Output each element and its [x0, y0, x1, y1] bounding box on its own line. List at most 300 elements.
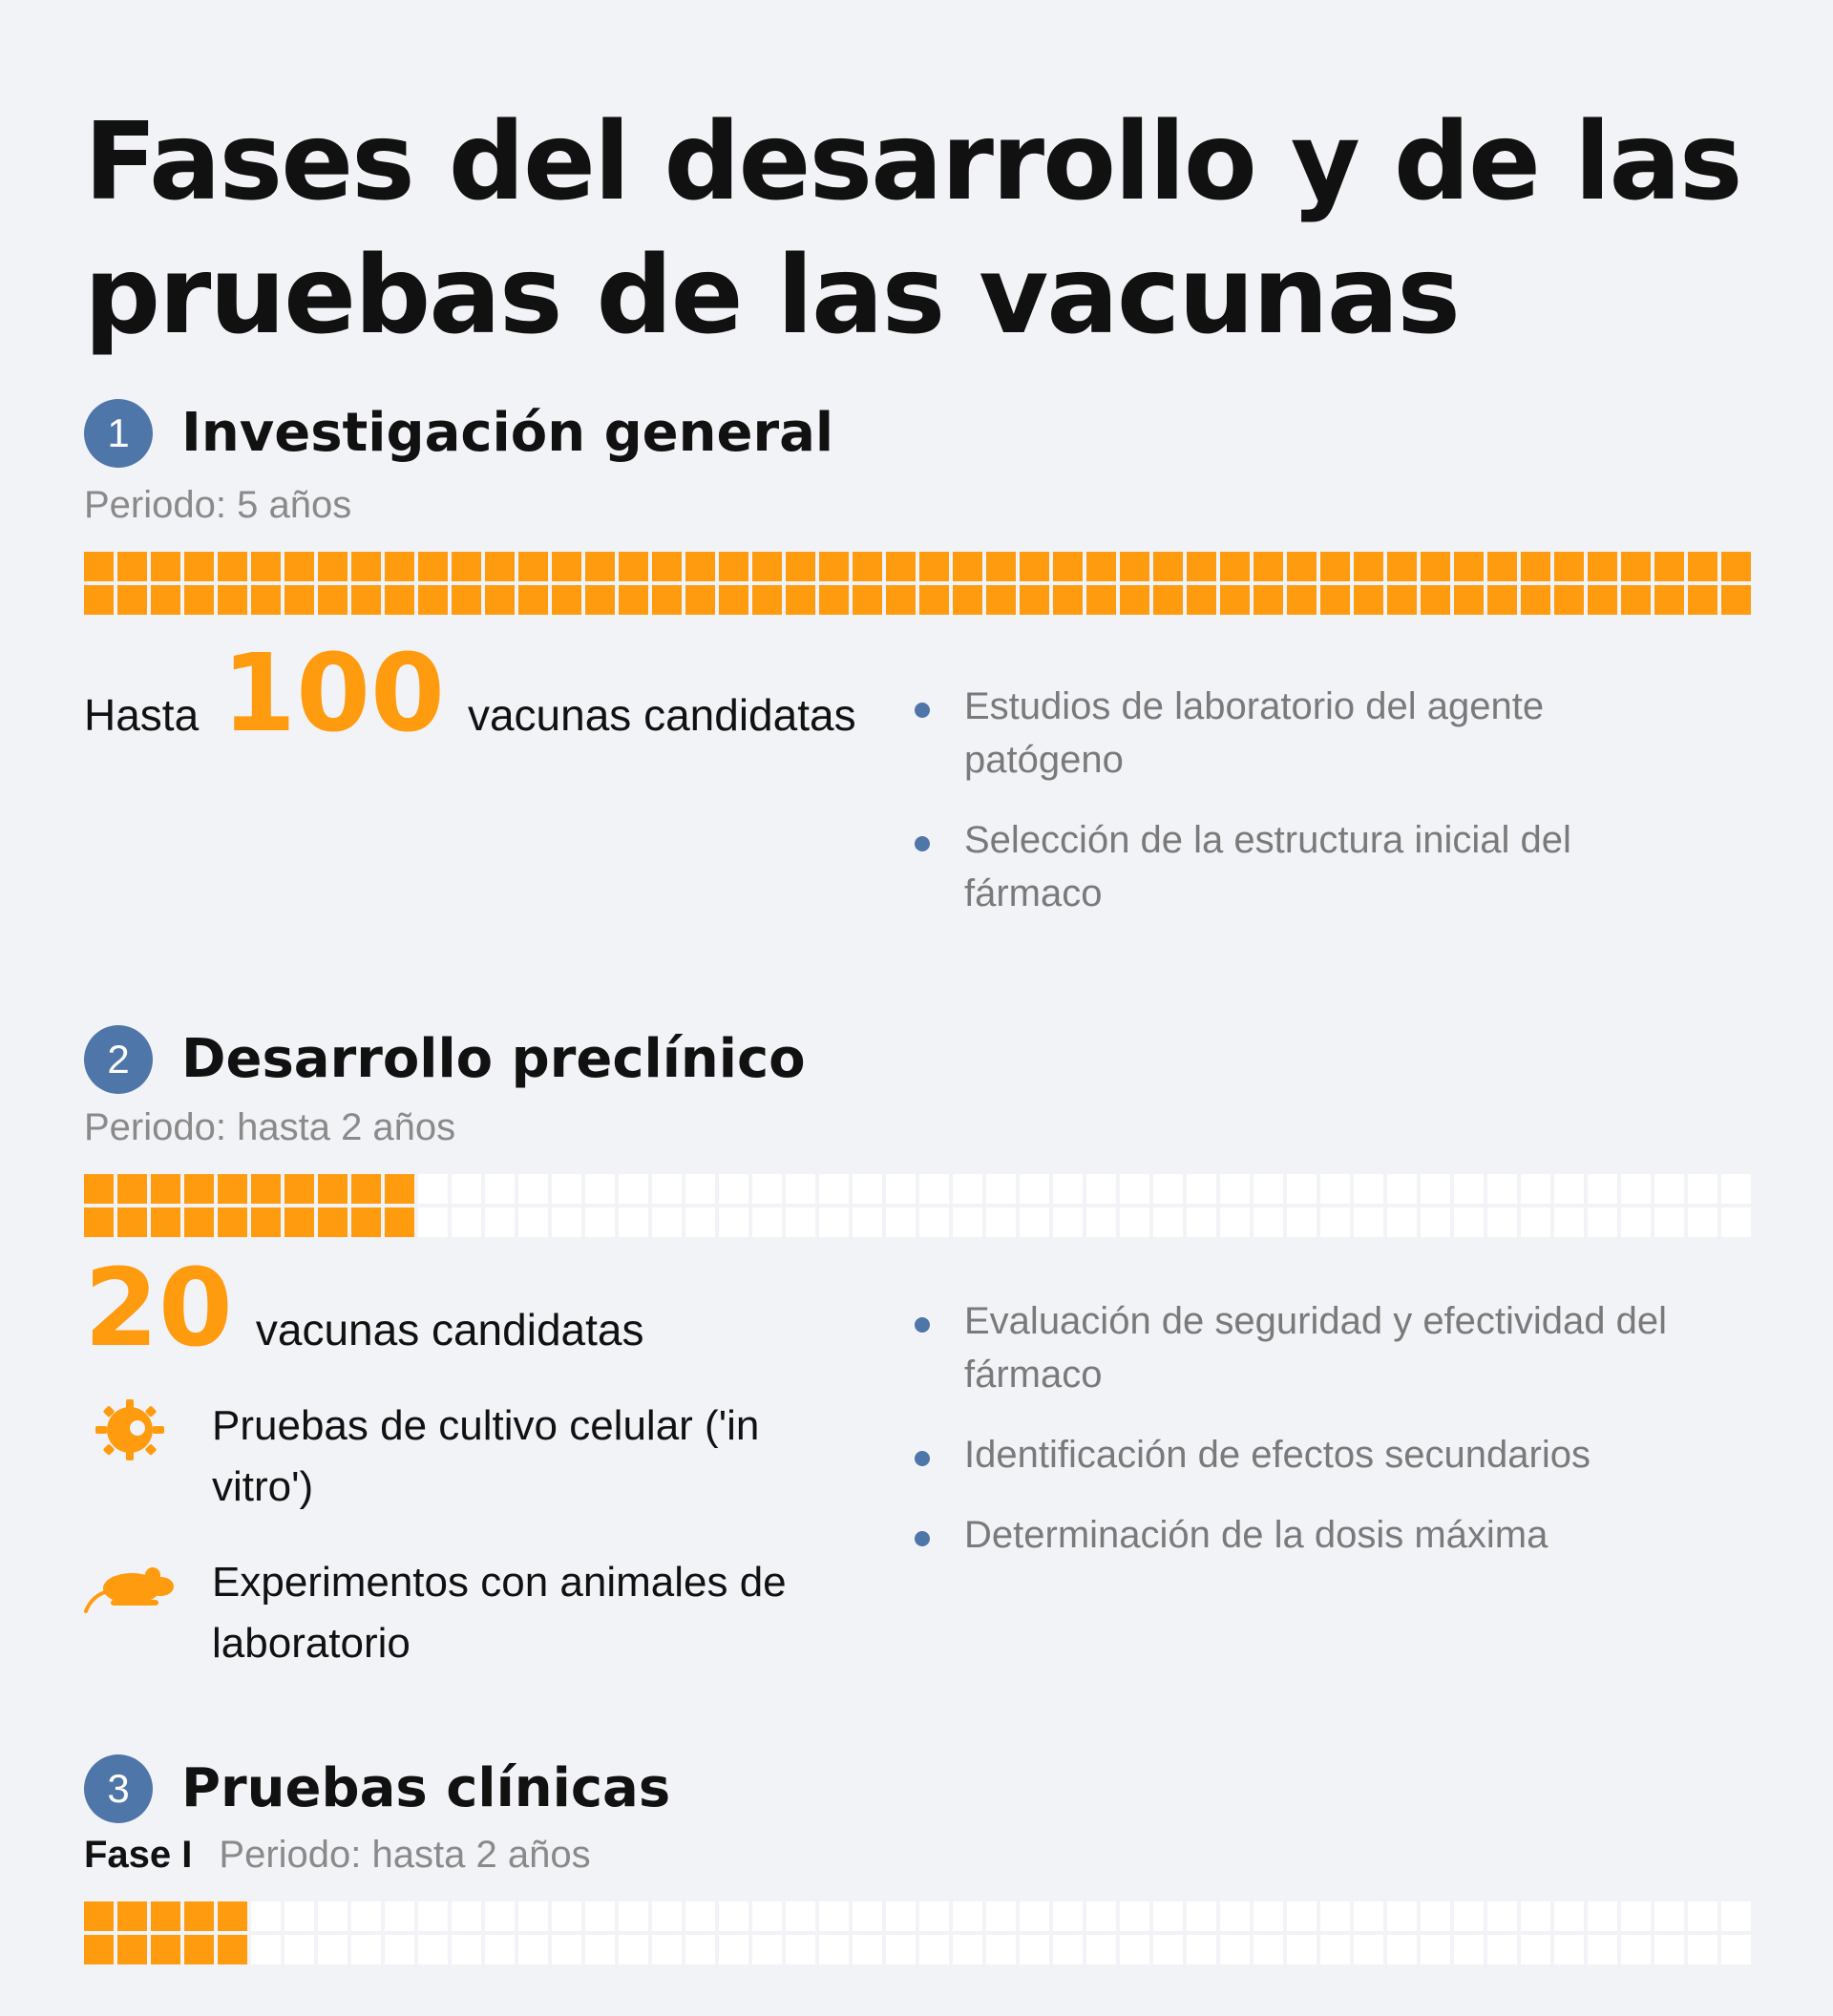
- grid-cell-empty: [1086, 1208, 1116, 1237]
- grid-cell-empty: [1421, 1174, 1450, 1204]
- candidates-grid: [84, 552, 1745, 615]
- grid-cell-empty: [1554, 1208, 1584, 1237]
- grid-cell-empty: [585, 1901, 615, 1931]
- grid-cell-filled: [1387, 552, 1417, 581]
- bullet-dot-icon: [915, 1531, 930, 1546]
- section-period-line: [84, 1829, 1745, 1880]
- grid-cell-filled: [1187, 585, 1216, 615]
- grid-cell-filled: [552, 585, 581, 615]
- grid-cell-empty: [1454, 1208, 1484, 1237]
- count-column: [84, 632, 915, 947]
- test-item-animals: [84, 1552, 915, 1674]
- grid-cell-filled: [84, 1174, 114, 1204]
- grid-cell-filled: [151, 1174, 180, 1204]
- grid-cell-filled: [184, 1208, 214, 1237]
- grid-cell-filled: [351, 552, 381, 581]
- grid-cell-filled: [1187, 552, 1216, 581]
- grid-cell-empty: [853, 1901, 882, 1931]
- grid-cell-filled: [151, 585, 180, 615]
- grid-cell-filled: [1621, 552, 1651, 581]
- grid-cell-empty: [752, 1935, 782, 1964]
- grid-cell-empty: [1588, 1935, 1617, 1964]
- grid-cell-empty: [652, 1935, 682, 1964]
- bullet-text: Selección de la estructura inicial del fármaco: [964, 819, 1571, 914]
- grid-cell-filled: [84, 1901, 114, 1931]
- phase-label: Fase I: [84, 1834, 193, 1876]
- section-period: Periodo: hasta 2 años: [84, 1106, 456, 1148]
- grid-cell-filled: [1086, 585, 1116, 615]
- grid-cell-empty: [1521, 1174, 1550, 1204]
- grid-cell-empty: [1421, 1901, 1450, 1931]
- grid-cell-empty: [452, 1174, 481, 1204]
- grid-cell-empty: [1254, 1935, 1283, 1964]
- grid-cell-empty: [1153, 1935, 1183, 1964]
- grid-cell-empty: [886, 1901, 916, 1931]
- grid-cell-empty: [986, 1208, 1016, 1237]
- grid-cell-empty: [919, 1174, 949, 1204]
- grid-cell-filled: [318, 1208, 348, 1237]
- grid-cell-empty: [318, 1935, 348, 1964]
- grid-cell-filled: [786, 552, 815, 581]
- grid-cell-empty: [1320, 1935, 1350, 1964]
- grid-cell-empty: [485, 1935, 515, 1964]
- grid-cell-empty: [1020, 1935, 1049, 1964]
- candidate-count: [84, 632, 915, 756]
- grid-cell-empty: [1320, 1208, 1350, 1237]
- bullet-list: [915, 680, 1745, 920]
- grid-cell-filled: [719, 552, 748, 581]
- grid-cell-empty: [1287, 1935, 1317, 1964]
- count-number: 100: [221, 632, 445, 756]
- grid-cell-empty: [719, 1901, 748, 1931]
- grid-cell-empty: [452, 1935, 481, 1964]
- grid-cell-filled: [184, 552, 214, 581]
- grid-cell-filled: [1320, 552, 1350, 581]
- grid-cell-filled: [218, 1208, 247, 1237]
- grid-cell-filled: [284, 1208, 314, 1237]
- grid-cell-filled: [1120, 552, 1149, 581]
- grid-cell-filled: [1086, 552, 1116, 581]
- grid-cell-empty: [1220, 1174, 1250, 1204]
- grid-cell-empty: [1187, 1901, 1216, 1931]
- grid-cell-filled: [1254, 552, 1283, 581]
- cell-culture-icon: [84, 1396, 179, 1462]
- grid-cell-filled: [1654, 552, 1684, 581]
- grid-cell-empty: [1654, 1208, 1684, 1237]
- candidate-count: [84, 1247, 915, 1371]
- grid-cell-filled: [1588, 585, 1617, 615]
- grid-cell-filled: [84, 552, 114, 581]
- grid-cell-empty: [1454, 1174, 1484, 1204]
- grid-cell-filled: [117, 1208, 147, 1237]
- grid-cell-filled: [1454, 585, 1484, 615]
- grid-cell-empty: [719, 1935, 748, 1964]
- grid-cell-empty: [752, 1174, 782, 1204]
- grid-cell-empty: [552, 1208, 581, 1237]
- grid-cell-filled: [251, 552, 281, 581]
- grid-cell-empty: [1654, 1901, 1684, 1931]
- grid-cell-empty: [652, 1901, 682, 1931]
- section-desarrollo-preclinico: [84, 1025, 1745, 1674]
- grid-cell-empty: [986, 1901, 1016, 1931]
- grid-cell-empty: [953, 1901, 982, 1931]
- grid-cell-empty: [1487, 1935, 1517, 1964]
- grid-cell-empty: [1020, 1174, 1049, 1204]
- grid-cell-empty: [819, 1208, 849, 1237]
- grid-cell-empty: [1721, 1901, 1751, 1931]
- grid-cell-filled: [151, 1208, 180, 1237]
- grid-cell-empty: [1020, 1208, 1049, 1237]
- grid-cell-empty: [351, 1935, 381, 1964]
- grid-cell-empty: [1086, 1901, 1116, 1931]
- grid-cell-empty: [1721, 1935, 1751, 1964]
- grid-cell-filled: [318, 585, 348, 615]
- grid-cell-empty: [1621, 1208, 1651, 1237]
- grid-cell-filled: [819, 585, 849, 615]
- grid-cell-empty: [1220, 1935, 1250, 1964]
- grid-cell-empty: [919, 1935, 949, 1964]
- grid-cell-filled: [284, 1174, 314, 1204]
- grid-cell-filled: [251, 1208, 281, 1237]
- grid-cell-empty: [953, 1174, 982, 1204]
- grid-cell-empty: [619, 1174, 648, 1204]
- grid-cell-empty: [1621, 1901, 1651, 1931]
- grid-cell-empty: [1588, 1208, 1617, 1237]
- grid-cell-filled: [151, 1901, 180, 1931]
- grid-cell-empty: [1454, 1935, 1484, 1964]
- test-item-cell-culture: [84, 1396, 915, 1518]
- section-period: Periodo: hasta 2 años: [219, 1834, 591, 1876]
- grid-cell-empty: [619, 1935, 648, 1964]
- grid-cell-filled: [184, 1901, 214, 1931]
- grid-cell-filled: [585, 552, 615, 581]
- section-title: Desarrollo preclínico: [181, 1028, 806, 1090]
- grid-cell-filled: [919, 585, 949, 615]
- grid-cell-filled: [1053, 552, 1083, 581]
- grid-cell-empty: [418, 1935, 448, 1964]
- grid-cell-empty: [853, 1935, 882, 1964]
- grid-cell-empty: [485, 1208, 515, 1237]
- grid-cell-empty: [886, 1208, 916, 1237]
- grid-cell-empty: [485, 1174, 515, 1204]
- list-item: [915, 1294, 1690, 1401]
- grid-cell-filled: [1721, 585, 1751, 615]
- grid-cell-empty: [1421, 1208, 1450, 1237]
- grid-cell-empty: [1187, 1935, 1216, 1964]
- grid-cell-empty: [1287, 1901, 1317, 1931]
- grid-cell-empty: [652, 1208, 682, 1237]
- grid-cell-empty: [1120, 1901, 1149, 1931]
- grid-cell-empty: [452, 1208, 481, 1237]
- grid-cell-empty: [1654, 1935, 1684, 1964]
- count-column: [84, 1247, 915, 1674]
- grid-cell-empty: [418, 1901, 448, 1931]
- grid-cell-empty: [585, 1208, 615, 1237]
- grid-cell-empty: [284, 1901, 314, 1931]
- grid-cell-filled: [218, 1901, 247, 1931]
- grid-cell-empty: [1387, 1901, 1417, 1931]
- grid-cell-empty: [1721, 1208, 1751, 1237]
- grid-cell-filled: [853, 552, 882, 581]
- grid-cell-empty: [385, 1935, 414, 1964]
- grid-cell-filled: [1387, 585, 1417, 615]
- grid-cell-empty: [1688, 1901, 1717, 1931]
- grid-cell-filled: [84, 585, 114, 615]
- grid-cell-empty: [1020, 1901, 1049, 1931]
- grid-cell-empty: [1354, 1901, 1383, 1931]
- grid-cell-filled: [1254, 585, 1283, 615]
- grid-cell-empty: [786, 1208, 815, 1237]
- grid-cell-empty: [1521, 1901, 1550, 1931]
- grid-cell-filled: [1354, 585, 1383, 615]
- grid-cell-filled: [385, 552, 414, 581]
- candidates-grid: [84, 1901, 1745, 1964]
- grid-cell-filled: [1521, 552, 1550, 581]
- grid-cell-filled: [452, 552, 481, 581]
- grid-cell-empty: [1554, 1174, 1584, 1204]
- grid-cell-filled: [184, 1935, 214, 1964]
- bullet-list: [915, 1294, 1745, 1562]
- bullet-dot-icon: [915, 1451, 930, 1466]
- grid-cell-empty: [886, 1935, 916, 1964]
- grid-cell-empty: [853, 1208, 882, 1237]
- grid-cell-filled: [284, 552, 314, 581]
- grid-cell-empty: [1487, 1174, 1517, 1204]
- grid-cell-filled: [1454, 552, 1484, 581]
- grid-cell-empty: [1387, 1174, 1417, 1204]
- grid-cell-empty: [1254, 1901, 1283, 1931]
- section-number-badge: 2: [84, 1025, 153, 1094]
- grid-cell-empty: [1688, 1935, 1717, 1964]
- grid-cell-empty: [819, 1935, 849, 1964]
- grid-cell-filled: [1521, 585, 1550, 615]
- grid-cell-filled: [84, 1208, 114, 1237]
- grid-cell-filled: [819, 552, 849, 581]
- grid-cell-filled: [752, 585, 782, 615]
- grid-cell-empty: [1654, 1174, 1684, 1204]
- grid-cell-filled: [1688, 552, 1717, 581]
- list-item: [915, 1428, 1690, 1481]
- test-label: Pruebas de cultivo celular ('in vitro'): [212, 1402, 760, 1510]
- grid-cell-empty: [1621, 1174, 1651, 1204]
- grid-cell-empty: [786, 1174, 815, 1204]
- grid-cell-filled: [84, 1935, 114, 1964]
- grid-cell-filled: [218, 1935, 247, 1964]
- grid-cell-filled: [619, 585, 648, 615]
- grid-cell-filled: [284, 585, 314, 615]
- section-number-badge: 3: [84, 1754, 153, 1823]
- list-item: [915, 680, 1690, 787]
- grid-cell-empty: [1086, 1174, 1116, 1204]
- grid-cell-filled: [1120, 585, 1149, 615]
- grid-cell-empty: [418, 1174, 448, 1204]
- grid-cell-filled: [886, 552, 916, 581]
- grid-cell-filled: [652, 552, 682, 581]
- section-period: Periodo: 5 años: [84, 484, 352, 526]
- grid-cell-filled: [986, 552, 1016, 581]
- grid-cell-filled: [485, 585, 515, 615]
- grid-cell-empty: [1688, 1208, 1717, 1237]
- grid-cell-filled: [1688, 585, 1717, 615]
- bullet-dot-icon: [915, 1317, 930, 1333]
- grid-cell-empty: [953, 1208, 982, 1237]
- grid-cell-filled: [1053, 585, 1083, 615]
- grid-cell-empty: [1153, 1174, 1183, 1204]
- grid-cell-empty: [1621, 1935, 1651, 1964]
- list-item: [915, 1508, 1690, 1562]
- grid-cell-filled: [251, 585, 281, 615]
- grid-cell-filled: [452, 585, 481, 615]
- grid-cell-filled: [953, 585, 982, 615]
- grid-cell-filled: [418, 552, 448, 581]
- grid-cell-empty: [1421, 1935, 1450, 1964]
- grid-cell-filled: [1487, 585, 1517, 615]
- grid-cell-filled: [418, 585, 448, 615]
- grid-cell-filled: [218, 1174, 247, 1204]
- grid-cell-filled: [1487, 552, 1517, 581]
- grid-cell-filled: [685, 585, 715, 615]
- grid-cell-empty: [1153, 1208, 1183, 1237]
- grid-cell-filled: [552, 552, 581, 581]
- grid-cell-filled: [117, 1935, 147, 1964]
- grid-cell-filled: [184, 585, 214, 615]
- grid-cell-empty: [986, 1174, 1016, 1204]
- grid-cell-empty: [318, 1901, 348, 1931]
- grid-cell-filled: [151, 552, 180, 581]
- grid-cell-filled: [351, 585, 381, 615]
- grid-cell-empty: [886, 1174, 916, 1204]
- grid-cell-filled: [1554, 585, 1584, 615]
- grid-cell-empty: [251, 1935, 281, 1964]
- grid-cell-empty: [1053, 1935, 1083, 1964]
- grid-cell-filled: [1421, 552, 1450, 581]
- grid-cell-empty: [1120, 1174, 1149, 1204]
- grid-cell-empty: [1521, 1935, 1550, 1964]
- grid-cell-filled: [518, 552, 548, 581]
- grid-cell-empty: [284, 1935, 314, 1964]
- grid-cell-empty: [518, 1901, 548, 1931]
- grid-cell-empty: [1554, 1901, 1584, 1931]
- grid-cell-empty: [1187, 1208, 1216, 1237]
- grid-cell-empty: [719, 1174, 748, 1204]
- grid-cell-empty: [1721, 1174, 1751, 1204]
- grid-cell-filled: [1020, 552, 1049, 581]
- grid-cell-empty: [1521, 1208, 1550, 1237]
- bullets-column: [915, 641, 1745, 947]
- grid-cell-empty: [385, 1901, 414, 1931]
- grid-cell-empty: [1554, 1935, 1584, 1964]
- grid-cell-empty: [819, 1901, 849, 1931]
- grid-cell-empty: [1320, 1174, 1350, 1204]
- grid-cell-empty: [1354, 1174, 1383, 1204]
- section-header: [84, 1754, 1745, 1823]
- grid-cell-filled: [117, 1174, 147, 1204]
- grid-cell-empty: [986, 1935, 1016, 1964]
- grid-cell-empty: [853, 1174, 882, 1204]
- count-suffix: vacunas candidatas: [467, 690, 856, 740]
- section-header: [84, 1025, 1745, 1094]
- grid-cell-filled: [218, 552, 247, 581]
- section-investigacion-general: [84, 399, 1745, 947]
- grid-cell-filled: [318, 1174, 348, 1204]
- grid-cell-empty: [1354, 1208, 1383, 1237]
- count-suffix: vacunas candidatas: [255, 1305, 644, 1354]
- count-number: 20: [84, 1247, 233, 1371]
- section-title: Pruebas clínicas: [181, 1757, 671, 1819]
- grid-cell-empty: [919, 1901, 949, 1931]
- grid-cell-empty: [1220, 1208, 1250, 1237]
- grid-cell-empty: [1320, 1901, 1350, 1931]
- grid-cell-filled: [1721, 552, 1751, 581]
- grid-cell-empty: [752, 1208, 782, 1237]
- grid-cell-empty: [1053, 1901, 1083, 1931]
- grid-cell-empty: [485, 1901, 515, 1931]
- candidates-grid: [84, 1174, 1745, 1237]
- grid-cell-empty: [1086, 1935, 1116, 1964]
- grid-cell-empty: [1688, 1174, 1717, 1204]
- page-title: Fases del desarrollo y de las pruebas de las vacunas: [84, 100, 1741, 358]
- grid-cell-empty: [685, 1935, 715, 1964]
- grid-cell-empty: [685, 1174, 715, 1204]
- grid-cell-filled: [117, 552, 147, 581]
- grid-cell-empty: [552, 1174, 581, 1204]
- grid-cell-filled: [117, 1901, 147, 1931]
- grid-cell-filled: [318, 552, 348, 581]
- grid-cell-empty: [1387, 1935, 1417, 1964]
- grid-cell-empty: [552, 1935, 581, 1964]
- grid-cell-filled: [886, 585, 916, 615]
- grid-cell-filled: [385, 1208, 414, 1237]
- grid-cell-empty: [1487, 1208, 1517, 1237]
- grid-cell-filled: [719, 585, 748, 615]
- grid-cell-filled: [518, 585, 548, 615]
- grid-cell-empty: [719, 1208, 748, 1237]
- test-label: Experimentos con animales de laboratorio: [212, 1559, 787, 1667]
- grid-cell-empty: [1454, 1901, 1484, 1931]
- grid-cell-empty: [1254, 1208, 1283, 1237]
- grid-cell-filled: [151, 1935, 180, 1964]
- grid-cell-filled: [1588, 552, 1617, 581]
- grid-cell-filled: [853, 585, 882, 615]
- grid-cell-empty: [685, 1208, 715, 1237]
- grid-cell-filled: [953, 552, 982, 581]
- grid-cell-empty: [452, 1901, 481, 1931]
- grid-cell-filled: [786, 585, 815, 615]
- grid-cell-filled: [685, 552, 715, 581]
- grid-cell-empty: [1387, 1208, 1417, 1237]
- grid-cell-filled: [1153, 585, 1183, 615]
- grid-cell-empty: [585, 1935, 615, 1964]
- grid-cell-empty: [1354, 1935, 1383, 1964]
- grid-cell-empty: [685, 1901, 715, 1931]
- grid-cell-filled: [1421, 585, 1450, 615]
- grid-cell-empty: [552, 1901, 581, 1931]
- section-number-badge: 1: [84, 399, 153, 468]
- grid-cell-filled: [585, 585, 615, 615]
- grid-cell-empty: [1187, 1174, 1216, 1204]
- grid-cell-filled: [351, 1174, 381, 1204]
- bullet-text: Determinación de la dosis máxima: [964, 1514, 1549, 1556]
- grid-cell-filled: [1020, 585, 1049, 615]
- bullet-dot-icon: [915, 703, 930, 718]
- count-prefix: Hasta: [84, 690, 200, 740]
- grid-cell-filled: [485, 552, 515, 581]
- grid-cell-filled: [1220, 552, 1250, 581]
- bullet-text: Identificación de efectos secundarios: [964, 1434, 1591, 1476]
- bullet-dot-icon: [915, 836, 930, 851]
- grid-cell-filled: [1654, 585, 1684, 615]
- grid-cell-empty: [619, 1901, 648, 1931]
